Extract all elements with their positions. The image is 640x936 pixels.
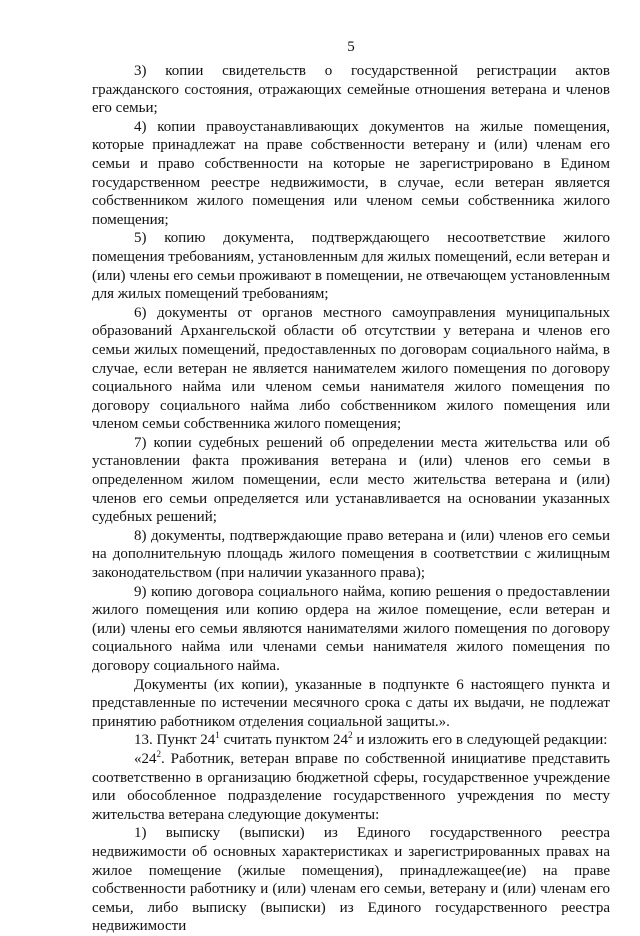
item24-tail: . Работник, ветеран вправе по собственной инициативе представить соответственно в организацию бюджетной сферы, государственное учреждение или обособленное подразделение государственного учреждения по месту жительства ветерана следующие документы:: [92, 750, 610, 823]
item24-lead: «24: [134, 750, 157, 767]
paragraph-item-3: 3) копии свидетельств о государственной регистрации актов гражданского состояния, отражающих семейные отношения ветерана и членов его семьи;: [92, 63, 610, 117]
item13-middle: считать пунктом 24: [219, 732, 349, 749]
paragraph-item-13: [92, 731, 610, 750]
item13-tail: и изложить его в следующей редакции:: [352, 732, 608, 749]
paragraph-item-7: 7) копии судебных решений об определении места жительства или об установлении факта проживания ветерана и (или) членов его семьи в определенном жилом помещении, если место жительства ветерана и (или) членов его семьи определяется или устанавливается на основании указанных судебных решений;: [92, 434, 610, 526]
paragraph-item-5: 5) копию документа, подтверждающего несоответствие жилого помещения требованиям, установленным для жилых помещений, если ветеран и (или) члены его семьи проживают в помещении, не отвечающем установленным для жилых помещений требованиям;: [92, 230, 610, 303]
item24-superscript: 2: [156, 748, 161, 759]
paragraph-item-8: 8) документы, подтверждающие право ветерана и (или) членов его семьи на дополнительную площадь жилого помещения в соответствии с жилищным законодательством (при наличии указанного права);: [92, 527, 610, 582]
item13-lead: 13. Пункт 24: [134, 732, 216, 749]
item13-superscript-2: 2: [348, 730, 353, 741]
paragraph-item-24-2: [92, 750, 610, 824]
paragraph-documents-note: Документы (их копии), указанные в подпункте 6 настоящего пункта и представленные по истечении месячного срока с даты их выдачи, не подлежат принятию работником отделения социальной защиты.».: [92, 676, 610, 730]
paragraph-item-6: 6) документы от органов местного самоуправления муниципальных образований Архангельской области об отсутствии у ветерана и членов его семьи жилых помещений, предоставленных по договорам социального найма, в случае, если ветеран не является нанимателем жилого помещения по договору социального найма или членом семьи нанимателя жилого помещения по договору социального найма либо собственником жилого помещения или членом семьи собственника жилого помещения;: [92, 304, 610, 433]
document-body: [92, 62, 610, 936]
paragraph-item-4: 4) копии правоустанавливающих документов на жилые помещения, которые принадлежат на праве собственности ветерану и (или) членам его семьи и право собственности на которые не зарегистрировано в Едином государственном реестре недвижимости, в случае, если ветеран является собственником жилого помещения или членом семьи собственника жилого помещения;: [92, 118, 610, 228]
item13-superscript-1: 1: [215, 730, 220, 741]
paragraph-new-item-1: 1) выписку (выписки) из Единого государственного реестра недвижимости об основных характеристиках и зарегистрированных правах на жилое помещение (жилые помещения), принадлежащее(ие) на праве собственности работнику и (или) членам его семьи, ветерану и (или) членам его семьи, либо выписку (выписки) из Единого государственного реестра недвижимости: [92, 825, 610, 935]
page-number: 5: [347, 39, 355, 55]
paragraph-item-9: 9) копию договора социального найма, копию решения о предоставлении жилого помещения или копию ордера на жилое помещение, если ветеран и (или) члены его семьи являются нанимателями жилого помещения по договору социального найма или членами семьи нанимателя жилого помещения по договору социального найма.: [92, 583, 610, 674]
